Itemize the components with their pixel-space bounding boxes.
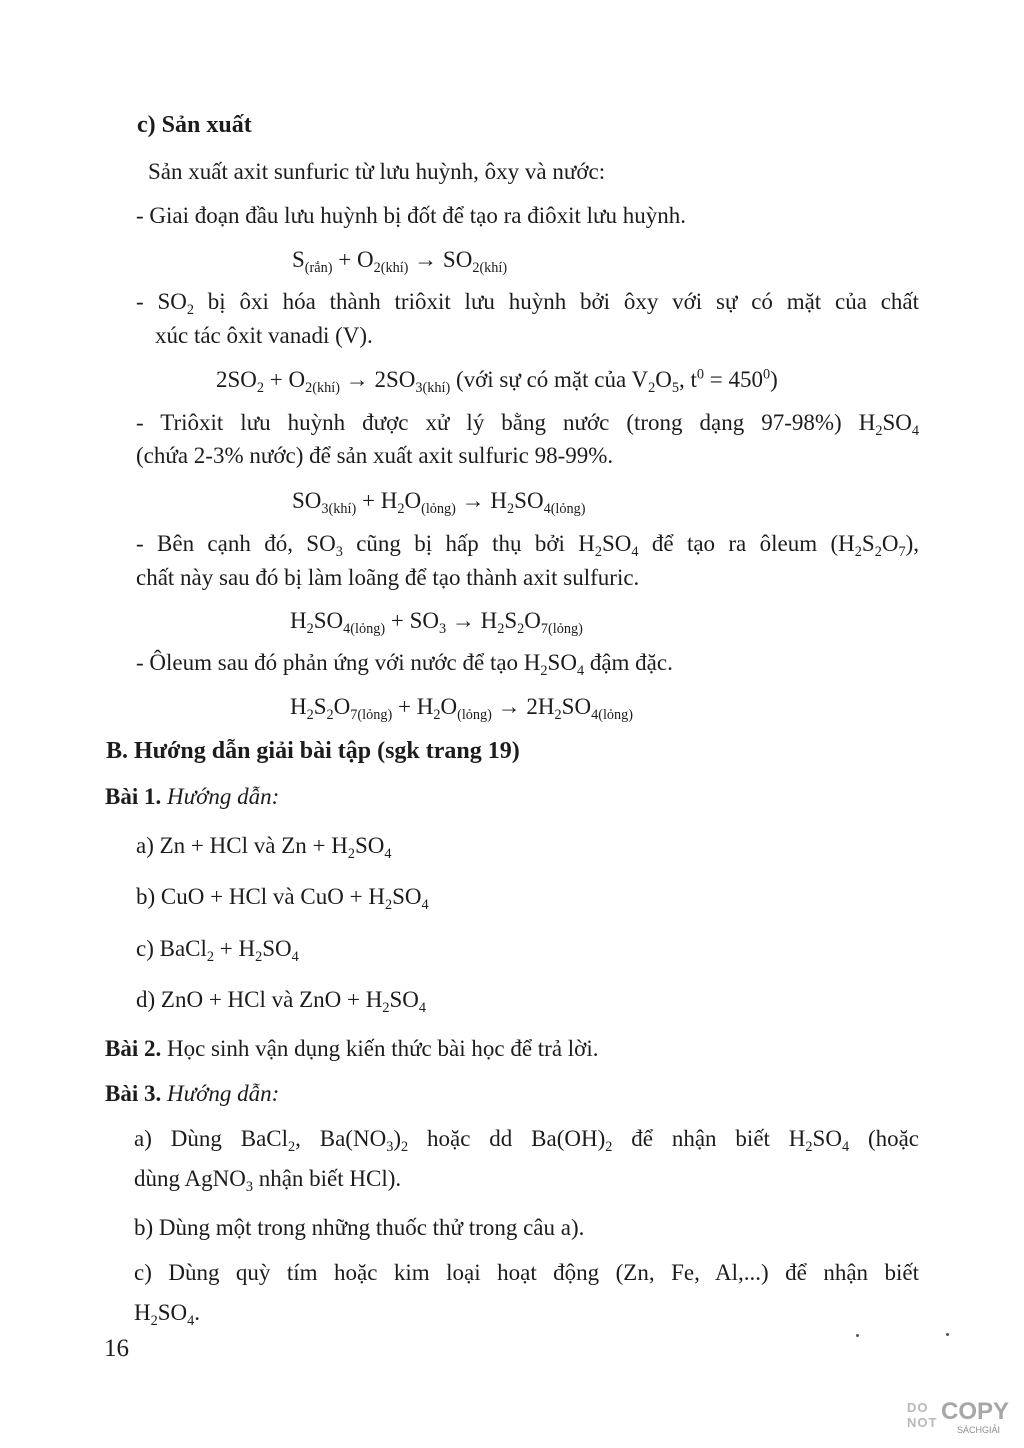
- step-2-line-1-text: bị ôxi hóa thành triôxit lưu huỳnh bởi ôxy với sự có mặt của chất: [207, 289, 920, 314]
- exercise-3-item-a-line-2: dùng AgNO$_3$ nhận biết HCl).: [134, 1166, 402, 1195]
- exercise-2-text: Học sinh vận dụng kiến thức bài học để trả lời.: [166, 1036, 599, 1061]
- section-heading-exercises: B. Hướng dẫn giải bài tập (sgk trang 19): [106, 738, 520, 764]
- step-4-suffix: để tạo ra ôleum: [651, 531, 818, 556]
- equation-note: (với sự có mặt của: [455, 367, 627, 392]
- exercise-3-a-line-2-prefix: dùng: [134, 1166, 180, 1191]
- exercise-1-heading: [105, 782, 279, 812]
- exercise-3-a-end: (hoặc: [867, 1126, 920, 1151]
- watermark-brand: SÁCHGIẢI: [957, 1425, 1001, 1435]
- exercise-3-item-c-line-2: $H_2SO_4$.: [134, 1300, 201, 1329]
- exercise-3-hint: Hướng dẫn:: [166, 1081, 280, 1106]
- exercise-3-item-a-line-1: a) Dùng BaCl$_2$, $Ba(NO_3)_2$ hoặc dd $Ba(OH)_2$ để nhận biết $H_2SO_4$ (hoặc: [134, 1126, 920, 1155]
- equation-oleum-dilution: $H_2S_2O_{7(lỏng)} + H_2O_{(lỏng)} \to 2H_2SO_{4(lỏng)}$: [290, 694, 634, 723]
- exercise-3-item-b: b) Dùng một trong những thuốc thử trong câu a).: [134, 1215, 585, 1240]
- equation-so3-water: $SO_{3(khí)} + H_2O_{(lỏng)} \to H_2SO_{4(lỏng)}$: [292, 488, 586, 517]
- exercise-1-item-b: b) CuO + HCl và CuO + $H_2SO_4$: [136, 884, 429, 913]
- watermark-not: NOT: [907, 1415, 938, 1430]
- exercise-1-item-c: c) BaCl$_2$ + $H_2SO_4$: [136, 936, 299, 965]
- step-4-prefix: - Bên cạnh đó,: [136, 531, 293, 556]
- scan-speck: [946, 1333, 949, 1336]
- exercise-1-label: Bài 1.: [105, 784, 162, 809]
- exercise-3-a-prefix: a) Dùng: [134, 1126, 222, 1151]
- step-2-line-2: xúc tác ôxit vanadi (V).: [155, 323, 373, 348]
- step-3-line-1-text: - Triôxit lưu huỳnh được xử lý bằng nước (trong dạng 97-98%): [136, 410, 842, 435]
- exercise-3-item-c-line-1: c) Dùng quỳ tím hoặc kim loại hoạt động (Zn, Fe, Al,...) để nhận biết: [134, 1260, 919, 1285]
- exercise-2: [105, 1034, 598, 1064]
- exercise-3-label: Bài 3.: [105, 1081, 162, 1106]
- production-intro: Sản xuất axit sunfuric từ lưu huỳnh, ôxy và nước:: [148, 159, 606, 184]
- equation-so2-oxidation: $2SO_2 + O_{2(khí)} \to 2SO_{3(khí)}$ (với sự có mặt của $V_2O_5$, $t^0 = 450^0$): [216, 366, 778, 396]
- step-4-line-1: - Bên cạnh đó, $SO_3$ cũng bị hấp thụ bởi $H_2SO_4$ để tạo ra ôleum $(H_2S_2O_7)$,: [136, 531, 919, 560]
- exercise-3-heading: [105, 1079, 279, 1109]
- section-heading-production: c) Sản xuất: [137, 112, 252, 138]
- watermark-do: DO: [907, 1400, 929, 1415]
- step-4-line-2: chất này sau đó bị làm loãng để tạo thành axit sulfuric.: [136, 565, 640, 590]
- exercise-1-item-c-text: c): [136, 936, 154, 961]
- equation-oleum-formation: $H_2SO_{4(lỏng)} + SO_3 \to H_2S_2O_{7(lỏng)}$: [290, 608, 583, 637]
- exercise-1-hint: Hướng dẫn:: [166, 784, 280, 809]
- step-5-prefix: - Ôleum sau đó phản ứng với nước để tạo: [136, 650, 519, 675]
- equation-sulfur-burning: $S_{(rắn)} + O_{2(khí)} \to SO_{2(khí)}$: [292, 247, 508, 276]
- step-2-line-1: - $SO_2$ bị ôxi hóa thành triôxit lưu huỳnh bởi ôxy với sự có mặt của chất: [136, 289, 920, 318]
- copyright-watermark: [905, 1400, 1017, 1444]
- exercise-3-a-suffix: để nhận biết: [631, 1126, 770, 1151]
- watermark-copy: COPY: [941, 1398, 1010, 1425]
- exercise-1-item-d-text: d) ZnO + HCl và ZnO +: [136, 987, 360, 1012]
- step-1-text: - Giai đoạn đầu lưu huỳnh bị đốt để tạo ra điôxit lưu huỳnh.: [136, 203, 687, 228]
- page-number: 16: [104, 1335, 129, 1362]
- exercise-1-item-d: d) ZnO + HCl và ZnO + $H_2SO_4$: [136, 987, 427, 1016]
- exercise-1-item-a-text: a) Zn + HCl và Zn +: [136, 833, 326, 858]
- exercise-1-item-a: a) Zn + HCl và $Zn + H_2SO_4$: [136, 833, 392, 862]
- exercise-3-a-middle: hoặc dd: [427, 1126, 513, 1151]
- step-3-line-1: - Triôxit lưu huỳnh được xử lý bằng nước (trong dạng 97-98%) $H_2SO_4$: [136, 410, 919, 439]
- step-5-suffix: đậm đặc.: [589, 650, 673, 675]
- exercise-2-label: Bài 2.: [105, 1036, 162, 1061]
- step-3-line-2: (chứa 2-3% nước) để sản xuất axit sulfuric 98-99%.: [136, 443, 614, 468]
- step-4-middle: cũng bị hấp thụ bởi: [356, 531, 565, 556]
- scan-speck: [856, 1334, 859, 1337]
- exercise-1-item-b-text: b) CuO + HCl và CuO +: [136, 884, 363, 909]
- step-5-text: - Ôleum sau đó phản ứng với nước để tạo $H_2SO_4$ đậm đặc.: [136, 650, 673, 679]
- exercise-3-a-line-2-suffix: nhận biết HCl).: [258, 1166, 402, 1191]
